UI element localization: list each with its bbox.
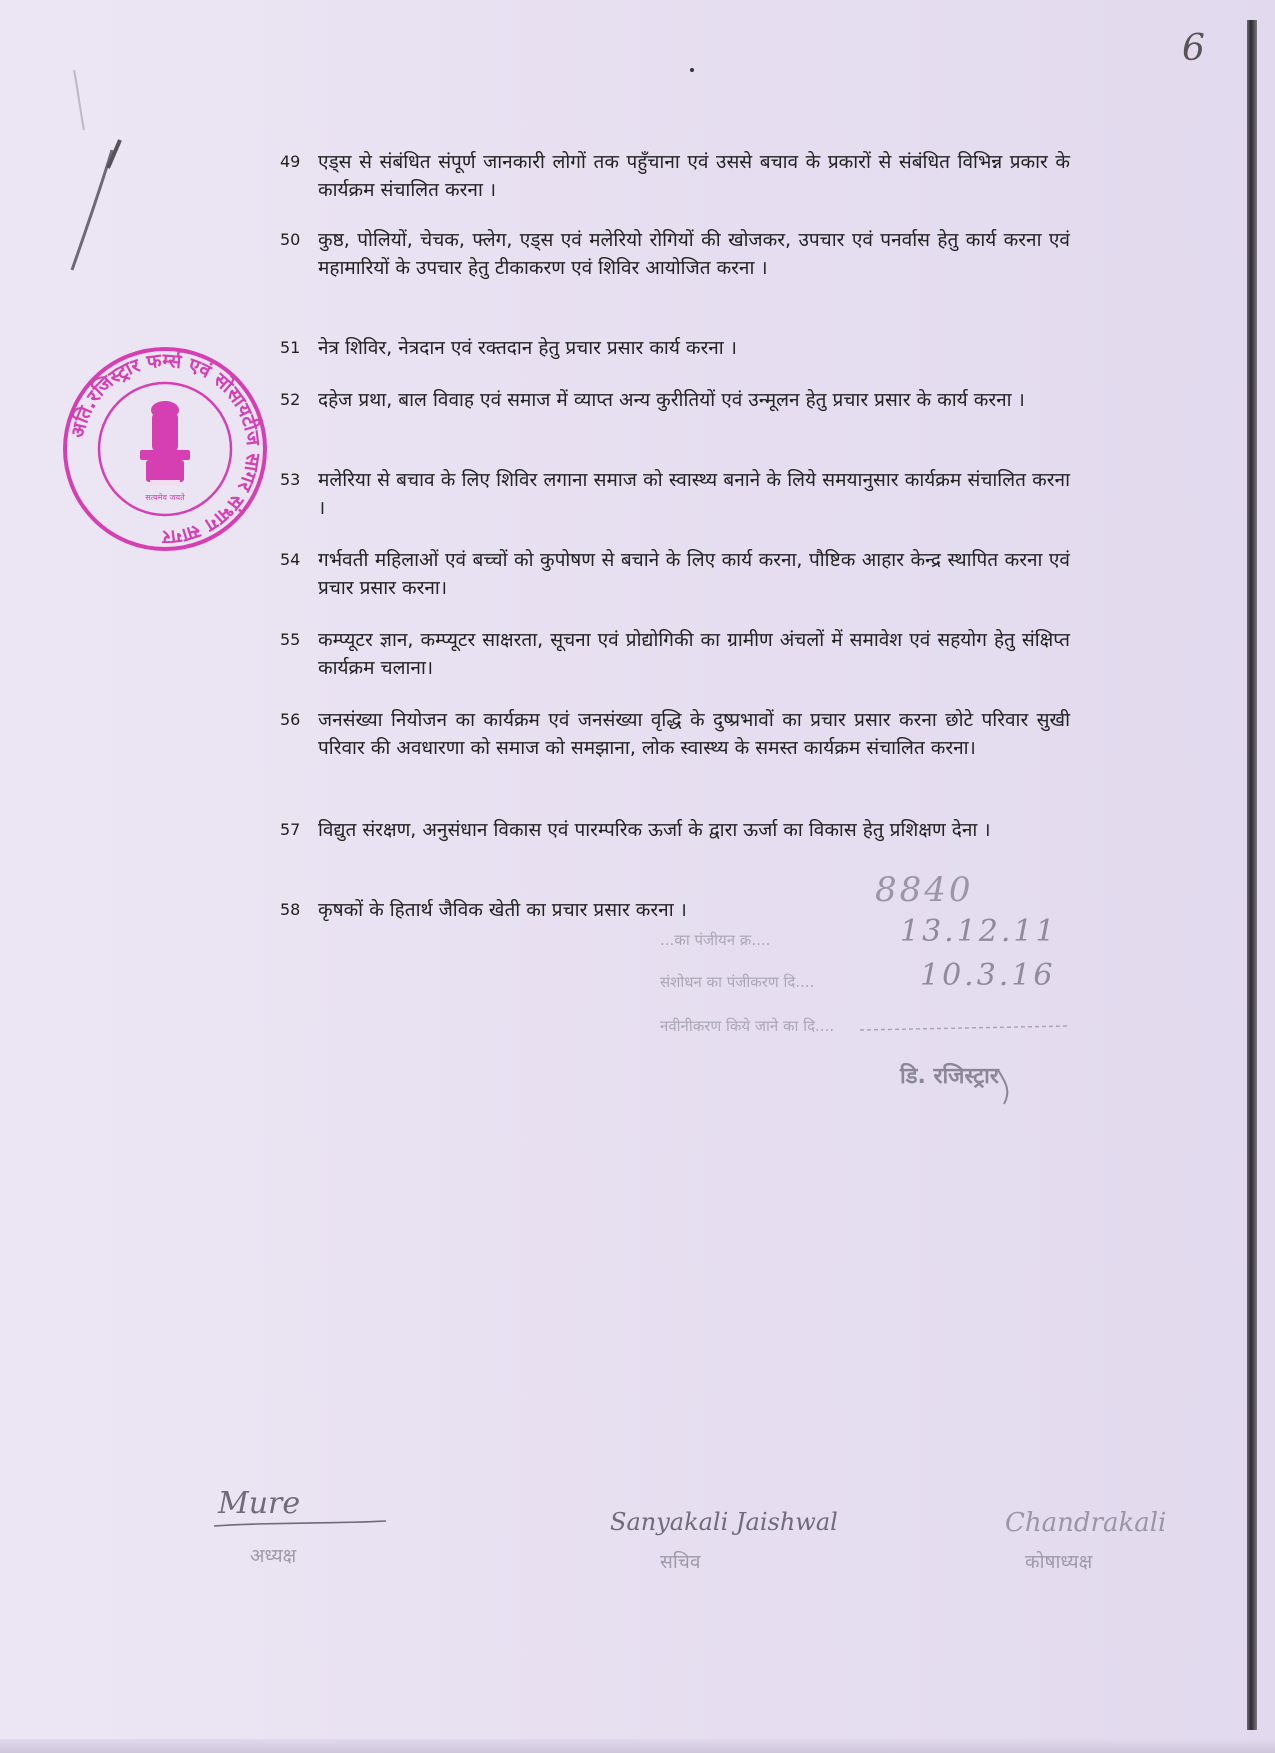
stamp-underline [860,1000,1080,1040]
seal-ring-text: अति.रजिस्ट्रार फर्म्स एवं सोसायटीज सागर संभाग सागर [66,349,265,549]
signature-underline [210,1518,390,1530]
item-text: मलेरिया से बचाव के लिए शिविर लगाना समाज को स्वास्थ्य बनाने के लिये समयानुसार कार्यक्रम संचालित करना । [318,469,1070,519]
item-number: 50 [280,230,301,249]
item-number: 51 [280,338,301,357]
scan-edge-bottom [0,1739,1275,1753]
item-number: 55 [280,630,301,649]
stamp-date-handwritten: 13.12.11 [900,914,1058,949]
registration-number-handwritten: 8840 [875,870,974,910]
emblem-caption: सत्यमेव जयते [145,493,185,502]
list-item [280,334,1070,362]
item-text: कम्प्यूटर ज्ञान, कम्प्यूटर साक्षरता, सूचना एवं प्रोद्योगिकी का ग्रामीण अंचलों में समावेश एवं सहयोग हेतु संक्षिप्त कार्यक्रम चलाना। [318,629,1070,679]
list-item [280,546,1070,602]
list-item [280,466,1070,522]
item-text: नेत्र शिविर, नेत्रदान एवं रक्तदान हेतु प्रचार प्रसार कार्य करना । [318,337,737,359]
item-number: 58 [280,900,301,919]
item-number: 53 [280,470,301,489]
secretary-label: सचिव [660,1551,701,1573]
item-text: कृषकों के हितार्थ जैविक खेती का प्रचार प्रसार करना । [318,899,687,921]
item-text: विद्युत संरक्षण, अनुसंधान विकास एवं पारम्परिक ऊर्जा के द्वारा ऊर्जा का विकास हेतु प्रशिक्षण देना । [318,819,991,841]
item-text: एड्स से संबंधित संपूर्ण जानकारी लोगों तक पहुँचाना एवं उससे बचाव के प्रकारों से संबंधित विभिन्न प्रकार के कार्यक्रम संचालित करना । [318,151,1070,201]
registration-stamp [660,870,1080,1110]
national-emblem-icon [140,401,190,486]
item-text: गर्भवती महिलाओं एवं बच्चों को कुपोषण से बचाने के लिए कार्य करना, पौष्टिक आहार केन्द्र स्थापित करना एवं प्रचार प्रसार करना। [318,549,1070,599]
stamp-row-label: संशोधन का पंजीकरण दि.... [660,973,815,991]
item-text: दहेज प्रथा, बाल विवाह एवं समाज में व्याप्त अन्य कुरीतियों एवं उन्मूलन हेतु प्रचार प्रसार के कार्य करना । [318,389,1025,411]
item-number: 57 [280,820,301,839]
secretary-signature: Sanyakali Jaishwal [610,1508,838,1536]
list-item [280,226,1070,282]
registrar-seal [60,344,270,554]
page-number: 6 [1182,28,1205,69]
treasurer-signature: Chandrakali [1005,1508,1167,1538]
item-text: कुष्ठ, पोलियों, चेचक, फ्लेग, एड्स एवं मलेरियो रोगियों की खोजकर, उपचार एवं पनर्वास हेतु कार्य करना एवं महामारियों के उपचार हेतु टीकाकरण एवं शिविर आयोजित करना । [318,229,1070,279]
president-signature: Mure [218,1486,301,1521]
signature-tick-mark [990,1060,1030,1110]
stamp-row-label: नवीनीकरण किये जाने का दि.... [660,1017,835,1035]
list-item [280,386,1070,414]
list-item [280,816,1070,844]
president-label: अध्यक्ष [250,1545,297,1567]
stamp-date-handwritten: 10.3.16 [920,958,1056,993]
item-number: 54 [280,550,301,569]
list-item [280,706,1070,762]
item-number: 52 [280,390,301,409]
item-text: जनसंख्या नियोजन का कार्यक्रम एवं जनसंख्या वृद्धि के दुष्प्रभावों का प्रचार प्रसार करना छोटे परिवार सुखी परिवार की अवधारणा को समाज को समझाना, लोक स्वास्थ्य के समस्त कार्यक्रम संचालित करना। [318,709,1070,759]
item-number: 49 [280,152,301,171]
pencil-stroke-mark [60,40,150,280]
stamp-row-label: ...का पंजीयन क्र.... [660,931,771,949]
scan-edge-right [1247,20,1257,1730]
item-number: 56 [280,710,301,729]
ink-dot [690,68,694,72]
list-item [280,148,1070,204]
list-item [280,626,1070,682]
treasurer-label: कोषाध्यक्ष [1025,1551,1093,1573]
deputy-registrar-signature-label: डि. रजिस्ट्रार [900,1064,999,1089]
